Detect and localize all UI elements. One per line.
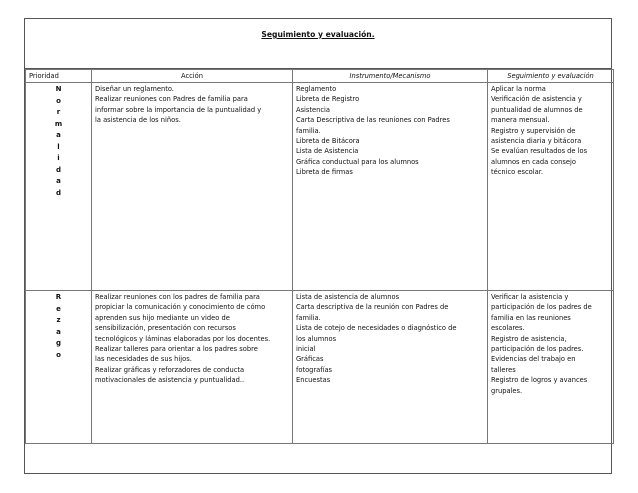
instrumento-cell: [293, 291, 488, 444]
seguimiento-line: escolares.: [491, 324, 525, 333]
priority-letter: o: [56, 350, 61, 359]
seguimiento-cell: [488, 83, 614, 291]
instrumento-line: Gráfica conductual para los alumnos: [296, 157, 419, 166]
seguimiento-line: Verificación de asistencia y: [491, 95, 582, 104]
header-accion: Acción: [92, 70, 293, 83]
instrumento-line: Encuestas: [296, 376, 331, 385]
accion-line: Realizar reuniones con los padres de familia para: [95, 293, 260, 301]
seguimiento-line: familia en las reuniones: [491, 313, 571, 322]
header-prioridad: Prioridad: [26, 70, 92, 83]
seguimiento-line: Registro de logros y avances: [491, 376, 588, 385]
seguimiento-line: puntualidad de alumnos de: [491, 105, 583, 114]
instrumento-line: Libreta de Registro: [296, 95, 360, 104]
instrumento-line: fotografías: [296, 365, 333, 374]
seguimiento-line: asistencia diaria y bitácora: [491, 137, 582, 146]
accion-line: Realizar gráficas y reforzadores de conducta: [95, 365, 245, 374]
seguimiento-line: Evidencias del trabajo en: [491, 355, 576, 364]
accion-line: Diseñar un reglamento.: [95, 85, 174, 93]
accion-line: propiciar la comunicación y conocimiento de cómo: [95, 303, 266, 312]
header-instrumento: Instrumento/Mecanismo: [293, 70, 488, 83]
seguimiento-line: Registro de asistencia,: [491, 334, 567, 343]
accion-line: informar sobre la importancia de la puntualidad y: [95, 105, 262, 114]
accion-line: la asistencia de los niños.: [95, 116, 181, 125]
instrumento-line: Lista de cotejo de necesidades o diagnóstico de: [296, 324, 457, 333]
priority-letter: a: [56, 327, 61, 336]
instrumento-line: familia.: [296, 313, 321, 322]
seguimiento-line: grupales.: [491, 386, 523, 395]
priority-letter: d: [55, 165, 61, 174]
seguimiento-line: participación de los padres de: [491, 303, 592, 312]
seguimiento-line: participación de los padres.: [491, 345, 584, 354]
seguimiento-line: manera mensual.: [491, 116, 550, 125]
priority-letter: a: [56, 177, 61, 185]
instrumento-line: Libreta de Bitácora: [296, 137, 360, 146]
accion-line: Realizar reuniones con Padres de familia para: [95, 95, 248, 104]
header-seguimiento: Seguimiento y evaluación: [488, 70, 614, 83]
instrumento-cell: [293, 83, 488, 291]
priority-letter: o: [56, 96, 61, 105]
priority-letter: R: [55, 293, 62, 301]
priority-letter: g: [55, 339, 61, 347]
instrumento-line: Lista de asistencia de alumnos: [296, 293, 400, 301]
seguimiento-line: talleres: [491, 365, 516, 374]
accion-cell: [92, 83, 293, 291]
seguimiento-cell: [488, 291, 614, 444]
table-row: [26, 291, 614, 444]
instrumento-line: familia.: [296, 126, 321, 135]
evaluation-table: [25, 69, 614, 444]
seguimiento-line: técnico escolar.: [491, 168, 543, 177]
priority-letter: d: [55, 188, 61, 197]
instrumento-line: Gráficas: [296, 355, 324, 364]
instrumento-line: inicial: [296, 345, 316, 354]
priority-letter: l: [57, 142, 60, 151]
table-header-row: [26, 70, 614, 83]
instrumento-line: Asistencia: [296, 105, 331, 114]
accion-line: sensibilización, presentación con recursos: [95, 324, 236, 333]
priority-letter: i: [57, 154, 60, 162]
accion-line: motivacionales de asistencia y puntualidad..: [95, 376, 245, 385]
title-band: [25, 19, 611, 69]
seguimiento-line: Registro y supervisión de: [491, 126, 576, 135]
seguimiento-line: Verificar la asistencia y: [491, 293, 569, 301]
table-row: [26, 83, 614, 291]
accion-cell: [92, 291, 293, 444]
priority-letter: a: [56, 131, 61, 139]
priority-letter: r: [56, 108, 61, 116]
accion-line: las necesidades de sus hijos.: [95, 355, 192, 364]
accion-line: Realizar talleres para orientar a los padres sobre: [95, 345, 258, 354]
instrumento-line: los alumnos: [296, 334, 337, 343]
instrumento-line: Libreta de firmas: [296, 168, 353, 177]
instrumento-line: Reglamento: [296, 85, 337, 93]
seguimiento-line: alumnos en cada consejo: [491, 157, 576, 166]
accion-line: aprenden sus hijo mediante un video de: [95, 313, 230, 322]
priority-cell: [26, 83, 92, 291]
instrumento-line: Carta Descriptiva de las reuniones con Padres: [296, 116, 450, 125]
priority-letter: N: [55, 85, 62, 93]
priority-letter: e: [56, 304, 61, 313]
document-frame: [24, 18, 612, 474]
instrumento-line: Carta descriptiva de la reunión con Padres de: [296, 303, 449, 312]
priority-letter: m: [54, 119, 63, 128]
seguimiento-line: Se evalúan resultados de los: [491, 147, 588, 156]
instrumento-line: Lista de Asistencia: [296, 147, 359, 156]
seguimiento-line: Aplicar la norma: [491, 85, 546, 93]
priority-cell: [26, 291, 92, 444]
page-title: Seguimiento y evaluación.: [261, 30, 375, 39]
accion-line: tecnológicos y láminas elaboradas por los docentes.: [95, 334, 271, 343]
priority-letter: z: [56, 316, 61, 324]
